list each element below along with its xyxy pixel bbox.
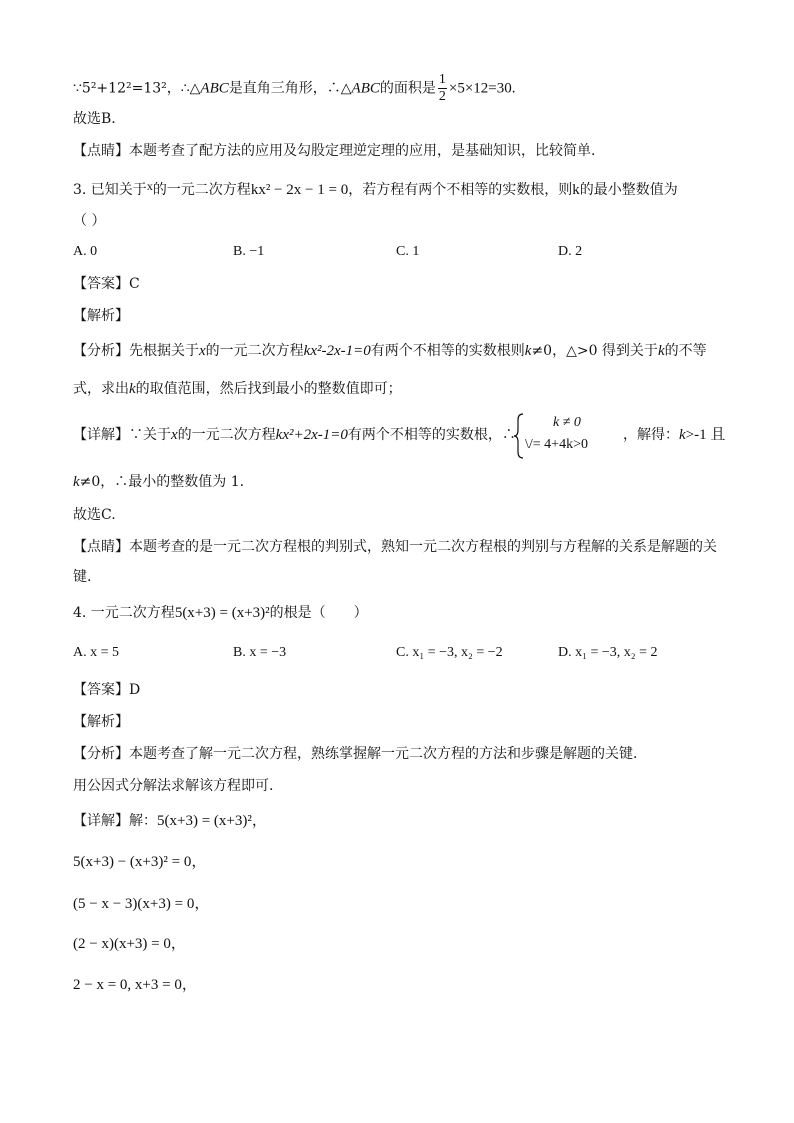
option-d: D. 2 [558,244,583,259]
analysis-4-heading: 【解析】 [73,714,129,730]
option-d: D. x₁ = −3, x₂ = 2 [558,645,658,660]
system-row-1: k ≠ 0 [553,415,581,430]
fraction-one-half: $\frac{1}{2}$ [438,72,446,104]
answer-3: 【答案】C [73,276,140,292]
text: 的面积是 [379,80,436,97]
brace-icon [513,412,525,460]
question-3-paren: （ ） [73,213,106,229]
analysis-3-line-1: 【分析】先根据关于x的一元二次方程kx²-2x-1=0有两个不相等的实数根则k≠0，△>0 得到关于k的不等 [73,343,707,359]
triangle-name: ABC [351,80,380,97]
system-row-2: \/= 4+4k>0 [525,437,588,452]
detail-3-solution: ，解得：k>-1 且 [623,427,726,443]
comment-3-line-2: 键. [73,569,92,585]
option-c: C. x₁ = −3, x₂ = −2 [396,645,503,660]
choose-b-line: 故选B. [73,111,116,127]
detail-3-line-2: k≠0，∴最小的整数值为 1. [73,474,245,490]
option-a: A. x = 5 [73,645,120,660]
area-conclusion-line [73,72,516,105]
inequality-system [513,412,623,460]
detail-3-line-1: 【详解】∵关于x的一元二次方程kx²+2x-1=0有两个不相等的实数根，∴ [73,427,516,443]
comment-3-line-1: 【点睛】本题考查的是一元二次方程根的判别式，熟知一元二次方程根的判别与方程解的关系是解题的关 [73,539,717,555]
equation: kx² − 2x − 1 = 0 [250,182,349,198]
choose-c-line: 故选C. [73,507,116,523]
solution-step-2: (5 − x − 3)(x+3) = 0， [73,896,210,912]
text: 是直角三角形，∴△ [228,80,352,97]
comment-line-q2: 【点睛】本题考查了配方法的应用及勾股定理逆定理的应用，是基础知识，比较简单. [73,143,596,159]
detail-4-line: 【详解】解：5(x+3) = (x+3)²， [73,813,267,829]
option-c: C. 1 [396,244,420,259]
text: ×5×12=30. [448,80,516,97]
analysis-4-line-1: 【分析】本题考查了解一元二次方程，熟练掌握解一元二次方程的方法和步骤是解题的关键. [73,746,638,762]
option-b: B. −1 [233,244,265,259]
question-3-stem: 3. 已知关于x的一元二次方程kx² − 2x − 1 = 0，若方程有两个不相等的实数根，则k的最小整数值为 [73,179,678,198]
solution-step-3: (2 − x)(x+3) = 0， [73,936,186,952]
solution-step-1: 5(x+3) − (x+3)² = 0， [73,854,207,870]
analysis-3-heading: 【解析】 [73,308,129,324]
equation: 5(x+3) = (x+3)² [174,605,270,621]
option-a: A. 0 [73,244,98,259]
answer-4: 【答案】D [73,682,141,698]
solution-step-4: 2 − x = 0, x+3 = 0， [73,977,197,993]
question-4-stem: 4. 一元二次方程5(x+3) = (x+3)²的根是（ ） [73,605,368,621]
option-b: B. x = −3 [233,645,287,660]
analysis-4-line-2: 用公因式分解法求解该方程即可. [73,778,274,794]
triangle-name: ABC [200,80,229,97]
text: ∵5²+12²=13²，∴△ [73,80,201,97]
analysis-3-line-2: 式，求出k的取值范围，然后找到最小的整数值即可； [73,381,402,397]
